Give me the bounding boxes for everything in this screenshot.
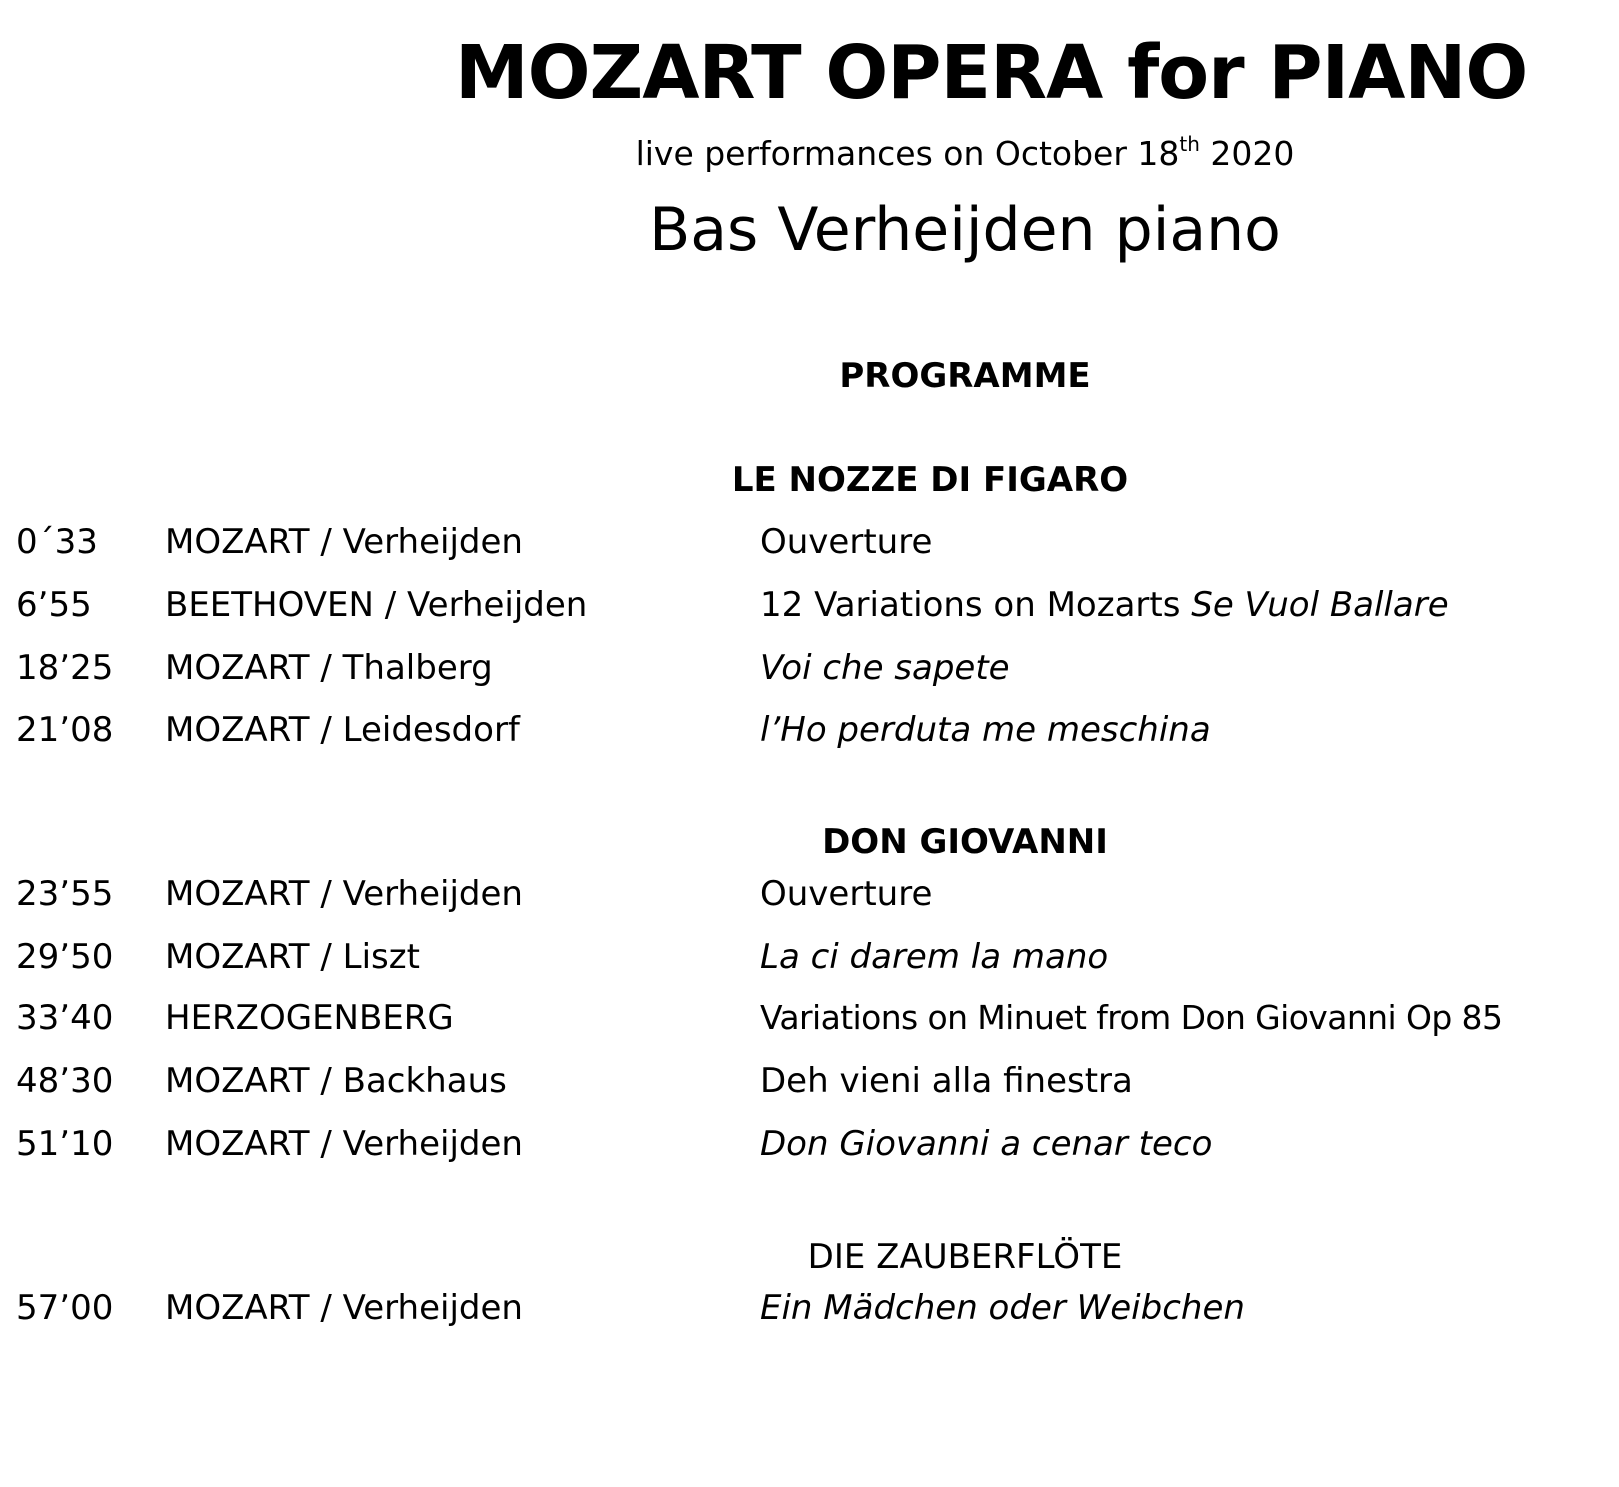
work-title: Deh vieni alla finestra: [760, 1061, 1133, 1101]
track-time: 21’08: [16, 710, 114, 750]
section-heading-don-giovanni: DON GIOVANNI: [822, 822, 1108, 862]
performance-date: [620, 134, 1310, 173]
track-time: 23’55: [16, 874, 114, 914]
work-title: La ci darem la mano: [760, 937, 1109, 977]
programme-heading: PROGRAMME: [839, 356, 1091, 396]
work-title: Ouverture: [760, 522, 933, 562]
programme-row: [0, 585, 1619, 635]
composer: MOZART / Verheijden: [165, 1288, 523, 1328]
programme-row: [0, 522, 1619, 572]
track-time: 57’00: [16, 1288, 114, 1328]
work-title: l’Ho perduta me meschina: [760, 710, 1211, 750]
programme-row: [0, 937, 1619, 987]
composer: MOZART / Leidesdorf: [165, 710, 520, 750]
work-title: Variations on Minuet from Don Giovanni Op 85: [760, 998, 1503, 1037]
programme-row: [0, 648, 1619, 698]
track-time: 6’55: [16, 585, 92, 625]
track-time: 33’40: [16, 998, 114, 1038]
date-ordinal-suffix: th: [1179, 132, 1200, 156]
work-title-italic: Se Vuol Ballare: [1191, 585, 1449, 625]
work-title: [760, 585, 1449, 625]
work-title: Don Giovanni a cenar teco: [760, 1124, 1213, 1164]
section-heading-zauberflote: DIE ZAUBERFLÖTE: [807, 1237, 1123, 1277]
track-time: 18’25: [16, 648, 114, 688]
composer: MOZART / Verheijden: [165, 522, 523, 562]
performance-date-year: 2020: [1199, 134, 1295, 173]
work-title-plain: 12 Variations on Mozarts: [760, 585, 1192, 625]
performance-date-prefix: live performances on October 18: [635, 134, 1180, 173]
composer: MOZART / Verheijden: [165, 1124, 523, 1164]
track-time: 29’50: [16, 937, 114, 977]
programme-row: [0, 1124, 1619, 1174]
track-time: 48’30: [16, 1061, 114, 1101]
programme-row: [0, 710, 1619, 760]
programme-row: [0, 1288, 1619, 1338]
composer: MOZART / Thalberg: [165, 648, 493, 688]
work-title: Ouverture: [760, 874, 933, 914]
composer: MOZART / Liszt: [165, 937, 420, 977]
programme-row: [0, 874, 1619, 924]
page-title: MOZART OPERA for PIANO: [455, 30, 1528, 116]
programme-row: [0, 1061, 1619, 1111]
composer: MOZART / Verheijden: [165, 874, 523, 914]
work-title: Ein Mädchen oder Weibchen: [760, 1288, 1245, 1328]
section-heading-figaro: LE NOZZE DI FIGARO: [731, 460, 1129, 500]
composer: HERZOGENBERG: [165, 998, 454, 1038]
programme-row: [0, 998, 1619, 1048]
composer: BEETHOVEN / Verheijden: [165, 585, 588, 625]
track-time: 51’10: [16, 1124, 114, 1164]
composer: MOZART / Backhaus: [165, 1061, 507, 1101]
track-time: 0´33: [16, 522, 98, 562]
work-title: Voi che sapete: [760, 648, 1010, 688]
performer-name: Bas Verheijden piano: [649, 195, 1281, 265]
